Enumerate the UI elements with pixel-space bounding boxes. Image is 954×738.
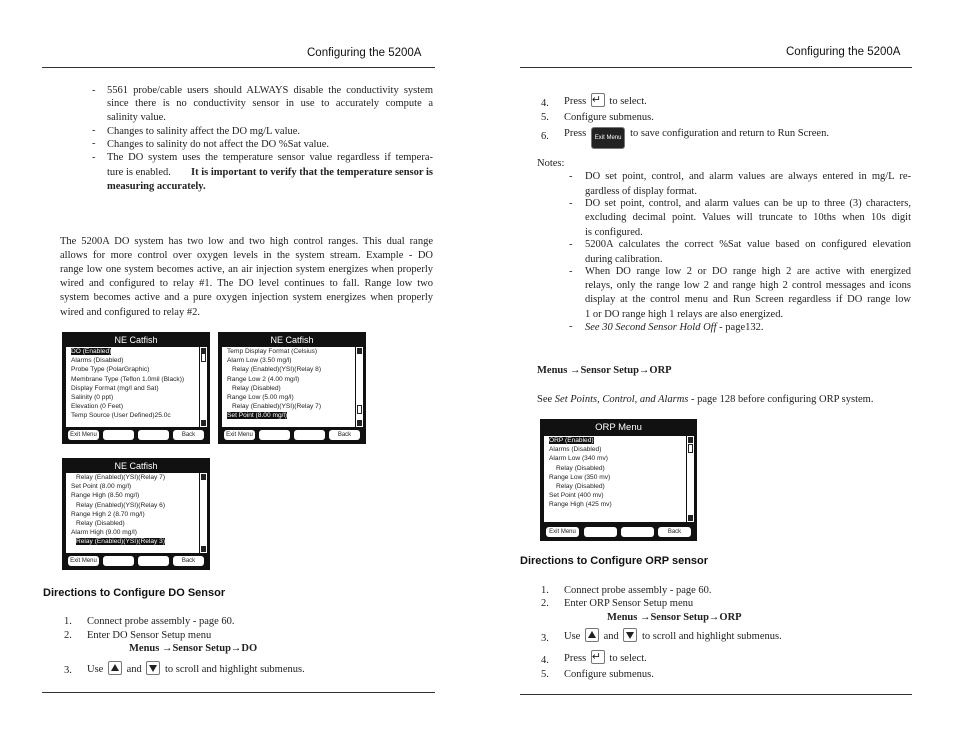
bullet-1-line-3: salinity value. [107,112,166,123]
scroll-up-icon [357,348,362,354]
enter-key-icon [591,93,605,107]
exit-menu-button[interactable]: Exit Menu [546,527,579,537]
see-reference: See Set Points, Control, and Alarms - page 128 before configuring ORP system. [537,394,874,405]
menu-row[interactable]: Range High (425 mv) [549,501,612,509]
back-button[interactable]: Back [173,556,204,566]
softkey-3[interactable] [294,430,325,440]
enter-key-icon [591,650,605,664]
menu-row[interactable]: Probe Type (PolarGraphic) [71,366,150,374]
bullet-4-line-1: The DO system uses the temperature sensor value regardless if tempera- [107,152,433,163]
do-menu-screen-1 [62,332,210,444]
softkey-3[interactable] [138,556,169,566]
do-directions-title: Directions to Configure DO Sensor [43,587,226,599]
exit-menu-button[interactable]: Exit Menu [224,430,255,440]
menu-row[interactable]: Range Low 2 (4.00 mg/l) [227,375,300,383]
menu-row[interactable]: Relay (Enabled)(YSI)(Relay 8) [232,366,322,374]
do-menu-screen-3 [62,458,210,570]
softkey-2[interactable] [103,556,134,566]
left-header-rule [42,67,435,68]
back-button[interactable]: Back [658,527,691,537]
screen-title: NE Catfish [270,335,314,345]
menu-row[interactable]: Temp Source (User Defined)25.0c [71,412,171,420]
menu-row[interactable]: Alarms (Disabled) [549,446,602,454]
right-page-header: Configuring the 5200A [786,46,901,58]
menu-row[interactable]: Range Low (350 mv) [549,473,611,481]
screen-title: NE Catfish [114,461,158,471]
back-button[interactable]: Back [173,430,204,440]
exit-menu-button[interactable]: Exit Menu [68,430,99,440]
bullet-3: Changes to salinity do not affect the DO %Sat value. [107,139,330,150]
menu-row[interactable]: ORP (Enabled) [549,437,594,444]
softkey-3[interactable] [621,527,654,537]
menu-row[interactable]: Elevation (0 Feet) [71,403,124,411]
menu-row[interactable]: Alarm High (9.00 mg/l) [71,529,137,537]
bullet-2: Changes to salinity affect the DO mg/L value. [107,126,301,137]
menu-row[interactable]: Relay (Enabled)(YSI)(Relay 7) [232,403,322,411]
menu-row[interactable]: DO (Enabled) [71,348,112,355]
up-arrow-icon [585,628,599,642]
menu-row[interactable]: Relay (Disabled) [76,519,125,527]
menu-row[interactable]: Alarm Low (340 mv) [549,455,608,463]
orp-menu-path: Menus →Sensor Setup→ORP [537,365,672,376]
bullet-4-line-2: ture is enabled. It is important to verify that the temperature sensor is [107,167,433,178]
scroll-thumb[interactable] [357,405,362,414]
scrollbar[interactable] [200,473,207,553]
bullet-1-line-1: 5561 probe/cable users should ALWAYS disable the conductivity system [107,85,433,96]
menu-row[interactable]: Relay (Disabled) [556,482,605,490]
softkey-2[interactable] [584,527,617,537]
orp-menu-path-2: Menus →Sensor Setup→ORP [607,612,742,623]
do-menu-screen-2 [218,332,366,444]
menu-row[interactable]: Relay (Disabled) [232,384,281,392]
scroll-down-icon [357,420,362,426]
exit-menu-button[interactable]: Exit Menu [68,556,99,566]
scroll-up-icon [201,474,206,480]
scroll-thumb[interactable] [201,353,206,362]
orp-directions-title: Directions to Configure ORP sensor [520,555,709,567]
notes-label: Notes: [537,158,565,169]
menu-row[interactable]: Alarm Low (3.50 mg/l) [227,357,292,365]
menu-row[interactable]: Alarms (Disabled) [71,357,124,365]
scroll-down-icon [201,546,206,552]
scroll-thumb[interactable] [688,444,693,453]
scrollbar[interactable] [200,347,207,427]
left-page-header: Configuring the 5200A [307,47,422,59]
scrollbar[interactable] [687,436,694,522]
scroll-down-icon [201,420,206,426]
scroll-down-icon [688,515,693,521]
exit-menu-key-icon: Exit Menu [591,127,626,149]
menu-row[interactable]: Temp Display Format (Celsius) [227,348,318,355]
screen-title: ORP Menu [595,422,642,433]
menu-row[interactable]: Display Format (mg/l and Sat) [71,384,159,392]
menu-row[interactable]: Relay (Enabled)(YSI)(Relay 6) [76,501,166,509]
bullet-1-line-2: since there is no conductivity sensor in use to accurately compute a [107,98,433,109]
softkey-2[interactable] [259,430,290,440]
up-arrow-icon [108,661,122,675]
menu-row[interactable]: Range Low (5.00 mg/l) [227,393,294,401]
menu-row[interactable]: Salinity (0 ppt) [71,393,114,401]
menu-row[interactable]: Range High 2 (8.70 mg/l) [71,510,145,518]
bullet-4-line-3: measuring accurately. [107,181,206,192]
softkey-2[interactable] [103,430,134,440]
do-menu-path: Menus →Sensor Setup→DO [129,643,258,654]
left-footer-rule [42,692,435,693]
menu-row[interactable]: Relay (Disabled) [556,464,605,472]
back-button[interactable]: Back [329,430,360,440]
menu-row[interactable]: Relay (Enabled)(YSI)(Relay 3) [76,538,166,546]
down-arrow-icon [146,661,160,675]
screen-title: NE Catfish [114,335,158,345]
right-footer-rule [520,694,912,695]
down-arrow-icon [623,628,637,642]
menu-row[interactable]: Set Point (400 mv) [549,492,604,500]
softkey-3[interactable] [138,430,169,440]
menu-row[interactable]: Range High (8.50 mg/l) [71,492,140,500]
scroll-up-icon [688,437,693,443]
menu-row[interactable]: Relay (Enabled)(YSI)(Relay 7) [76,474,166,481]
scrollbar[interactable] [356,347,363,427]
right-header-rule [520,67,912,68]
menu-row[interactable]: Set Point (8.00 mg/l) [227,412,288,420]
menu-row[interactable]: Set Point (8.00 mg/l) [71,483,132,491]
menu-row[interactable]: Membrane Type (Teflon 1.0mil (Black)) [71,375,185,383]
orp-menu-screen [540,419,697,541]
